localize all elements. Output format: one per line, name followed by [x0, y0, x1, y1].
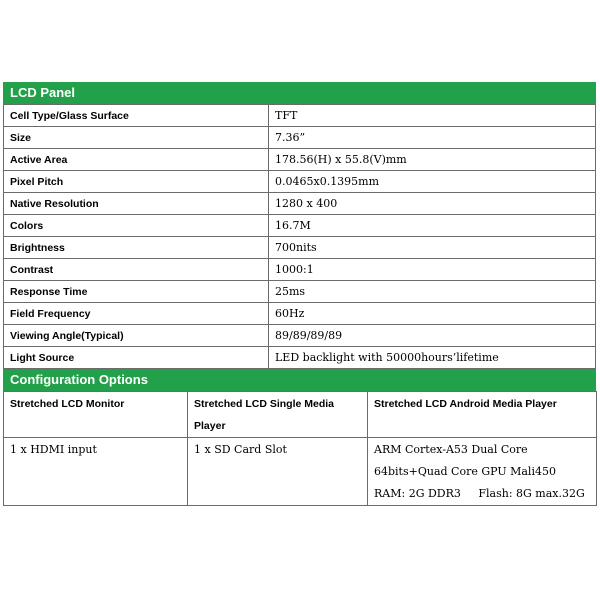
spec-label: Cell Type/Glass Surface — [4, 105, 269, 127]
configuration-column-content — [368, 438, 597, 506]
lcd-panel-header — [3, 82, 596, 104]
spec-value: TFT — [269, 105, 596, 127]
spec-value: 178.56(H) x 55.8(V)mm — [269, 149, 596, 171]
configuration-header-line: Stretched LCD Monitor — [10, 398, 125, 410]
spec-row — [4, 105, 596, 127]
configuration-header-line: Player — [194, 420, 226, 432]
spec-label: Active Area — [4, 149, 269, 171]
configuration-column-header — [188, 392, 368, 438]
spec-value: 16.7M — [269, 215, 596, 237]
spec-row — [4, 281, 596, 303]
configuration-content-line: ARM Cortex-A53 Dual Core — [374, 443, 528, 456]
spec-sheet — [3, 82, 596, 506]
spec-label: Colors — [4, 215, 269, 237]
configuration-content-row — [4, 438, 597, 506]
configuration-header-line: Stretched LCD Single Media — [194, 398, 335, 410]
spec-row — [4, 149, 596, 171]
spec-label: Brightness — [4, 237, 269, 259]
lcd-panel-title: LCD Panel — [10, 85, 76, 100]
spec-value: 7.36” — [269, 127, 596, 149]
spec-label: Pixel Pitch — [4, 171, 269, 193]
lcd-panel-rows — [4, 105, 596, 369]
spec-label: Native Resolution — [4, 193, 269, 215]
spec-value: 60Hz — [269, 303, 596, 325]
configuration-content-line: 64bits+Quad Core GPU Mali450 — [374, 465, 556, 478]
spec-label: Viewing Angle(Typical) — [4, 325, 269, 347]
spec-value: 89/89/89/89 — [269, 325, 596, 347]
spec-value: 0.0465x0.1395mm — [269, 171, 596, 193]
configuration-options-title: Configuration Options — [10, 372, 148, 387]
spec-row — [4, 259, 596, 281]
spec-row — [4, 303, 596, 325]
spec-row — [4, 325, 596, 347]
spec-value: 1000:1 — [269, 259, 596, 281]
spec-value: LED backlight with 50000hours’lifetime — [269, 347, 596, 369]
configuration-options-header — [3, 369, 596, 391]
spec-label: Contrast — [4, 259, 269, 281]
configuration-column-content — [188, 438, 368, 506]
configuration-column-header — [4, 392, 188, 438]
configuration-content-line: 1 x HDMI input — [10, 443, 97, 456]
spec-row — [4, 237, 596, 259]
spec-row — [4, 215, 596, 237]
lcd-panel-table — [3, 104, 596, 369]
spec-value: 1280 x 400 — [269, 193, 596, 215]
spec-value: 25ms — [269, 281, 596, 303]
spec-row — [4, 171, 596, 193]
configuration-header-row — [4, 392, 597, 438]
configuration-column-content — [4, 438, 188, 506]
spec-row — [4, 347, 596, 369]
spec-label: Field Frequency — [4, 303, 269, 325]
configuration-content-line: RAM: 2G DDR3 Flash: 8G max.32G — [374, 487, 585, 500]
configuration-header-line: Stretched LCD Android Media Player — [374, 398, 557, 410]
spec-value: 700nits — [269, 237, 596, 259]
configuration-table — [3, 391, 597, 506]
spec-row — [4, 193, 596, 215]
spec-label: Response Time — [4, 281, 269, 303]
spec-label: Light Source — [4, 347, 269, 369]
configuration-column-header — [368, 392, 597, 438]
spec-label: Size — [4, 127, 269, 149]
configuration-content-line: 1 x SD Card Slot — [194, 443, 287, 456]
spec-row — [4, 127, 596, 149]
